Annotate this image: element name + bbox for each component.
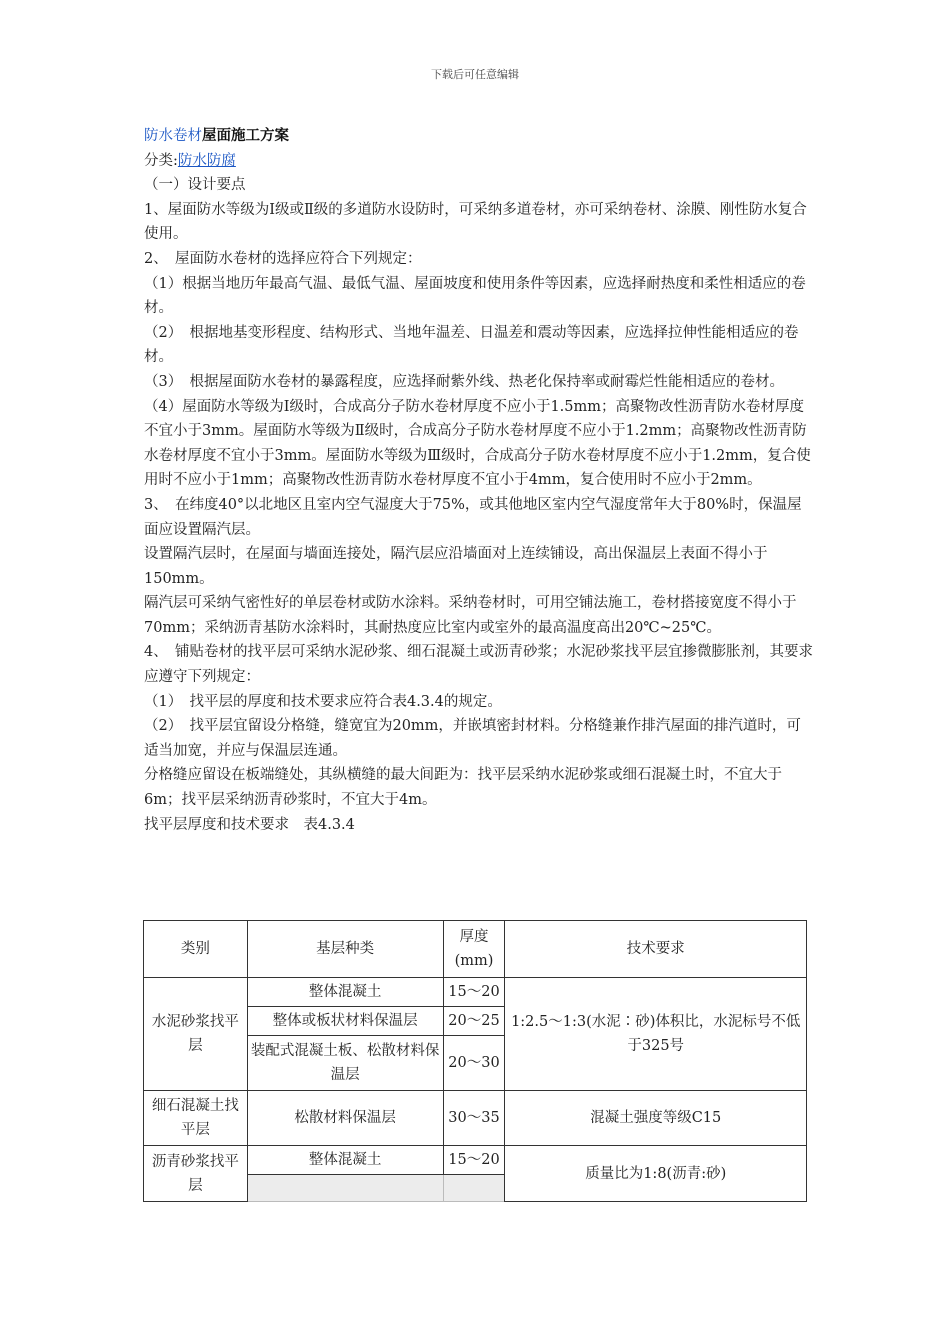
page-header: 下载后可任意编辑	[431, 68, 519, 81]
table-row	[144, 1091, 807, 1146]
paragraph: （1）根据当地历年最高气温、最低气温、屋面坡度和使用条件等因素，应选择耐热度和柔性相适应的卷材。	[144, 275, 806, 317]
paragraph: 分格缝应留设在板端缝处，其纵横缝的最大间距为：找平层采纳水泥砂浆或细石混凝土时，不宜大于6m；找平层采纳沥青砂浆时，不宜大于4m。	[144, 767, 782, 809]
document-body	[144, 124, 814, 837]
paragraph: 4、 铺贴卷材的找平层可采纳水泥砂浆、细石混凝土或沥青砂浆；水泥砂浆找平层宜掺微膨胀剂，其要求应遵守下列规定：	[144, 644, 813, 686]
table-cell: 松散材料保温层	[247, 1091, 443, 1146]
table-header-row	[144, 921, 807, 978]
table-cell: 整体混凝土	[247, 978, 443, 1007]
category-link[interactable]: 防水防腐	[177, 152, 236, 169]
table-cell: 20～30	[443, 1036, 505, 1091]
category-line	[144, 149, 814, 174]
paragraph: （一）设计要点	[144, 177, 246, 194]
table-cell: 混凝土强度等级C15	[505, 1091, 807, 1146]
table-header-cell: 基层种类	[247, 921, 443, 978]
paragraph: （1） 找平层的厚度和技术要求应符合表4.3.4的规定。	[144, 693, 502, 710]
table-cell: 15～20	[443, 978, 505, 1007]
table-cell: 15～20	[443, 1146, 505, 1175]
table-header-cell: 厚度(mm)	[443, 921, 505, 978]
table-cell-blank	[247, 1175, 443, 1202]
table-cell: 质量比为1:8(沥青:砂)	[505, 1146, 807, 1202]
table-row	[144, 978, 807, 1007]
paragraph: 1、屋面防水等级为Ⅰ级或Ⅱ级的多道防水设防时，可采纳多道卷材，亦可采纳卷材、涂膜、刚性防水复合使用。	[144, 201, 807, 243]
table-row	[144, 1146, 807, 1175]
table-cell: 整体混凝土	[247, 1146, 443, 1175]
table-cell: 20～25	[443, 1007, 505, 1036]
paragraph: （3） 根据屋面防水卷材的暴露程度，应选择耐紫外线、热老化保持率或耐霉烂性能相适应的卷材。	[144, 373, 784, 390]
table-header-cell: 技术要求	[505, 921, 807, 978]
table-cell: 细石混凝土找平层	[144, 1091, 248, 1146]
table-caption: 找平层厚度和技术要求 表4.3.4	[144, 816, 355, 833]
table-cell: 30～35	[443, 1091, 505, 1146]
title-text: 屋面施工方案	[202, 127, 289, 144]
table-cell: 1:2.5～1:3(水泥∶砂)体积比，水泥标号不低于325号	[505, 978, 807, 1091]
table-cell: 装配式混凝土板、松散材料保温层	[247, 1036, 443, 1091]
paragraph: （2） 根据地基变形程度、结构形式、当地年温差、日温差和震动等因素，应选择拉伸性能相适应的卷材。	[144, 324, 799, 366]
paragraph: 3、 在纬度40°以北地区且室内空气湿度大于75%，或其他地区室内空气湿度常年大于80%时，保温屋面应设置隔汽层。	[144, 496, 802, 538]
table-cell: 整体或板状材料保温层	[247, 1007, 443, 1036]
paragraph: 2、 屋面防水卷材的选择应符合下列规定：	[144, 250, 422, 267]
paragraph: （4）屋面防水等级为Ⅰ级时，合成高分子防水卷材厚度不应小于1.5mm；高聚物改性沥青防水卷材厚度不宜小于3mm。屋面防水等级为Ⅱ级时，合成高分子防水卷材厚度不应小于1.2mm；高聚物改性沥青防水卷材厚度不宜小于3mm。屋面防水等级为Ⅲ级时，合成高分子防水卷材厚度不应小于1.2mm，复合使用时不应小于1mm；高聚物改性沥青防水卷材厚度不宜小于4mm，复合使用时不应小于2mm。	[144, 398, 811, 489]
spec-table	[143, 920, 807, 1202]
table-cell-blank	[443, 1175, 505, 1202]
paragraph: （2） 找平层宜留设分格缝，缝宽宜为20mm，并嵌填密封材料。分格缝兼作排汽屋面的排汽道时，可适当加宽，并应与保温层连通。	[144, 718, 801, 759]
paragraph: 隔汽层可采纳气密性好的单层卷材或防水涂料。采纳卷材时，可用空铺法施工，卷材搭接宽度不得小于70mm；采纳沥青基防水涂料时，其耐热度应比室内或室外的最高温度高出20℃~25℃。	[144, 595, 797, 636]
table-header-cell: 类别	[144, 921, 248, 978]
table-cell: 水泥砂浆找平层	[144, 978, 248, 1091]
document-title	[144, 124, 814, 149]
title-link[interactable]: 防水卷材	[144, 128, 202, 144]
category-label: 分类:	[144, 152, 178, 169]
table-cell: 沥青砂浆找平层	[144, 1146, 248, 1202]
paragraph: 设置隔汽层时，在屋面与墙面连接处，隔汽层应沿墙面对上连续铺设，高出保温层上表面不得小于150mm。	[144, 546, 768, 587]
